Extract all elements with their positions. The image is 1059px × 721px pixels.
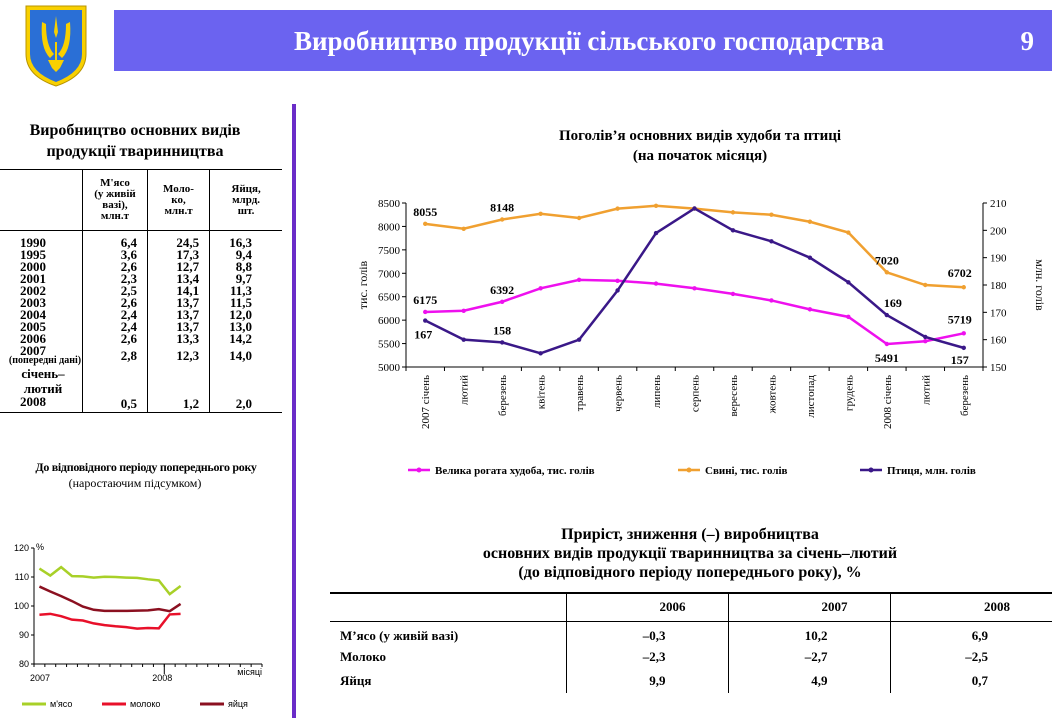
data-label: 6702 — [947, 266, 972, 281]
series-line — [425, 206, 964, 287]
y-unit-label: % — [36, 542, 45, 552]
data-point — [962, 331, 966, 335]
year-header-2006: 2006 — [566, 593, 728, 621]
growth-title-line: основних видів продукції тваринництва за січень–лютий — [482, 545, 898, 562]
data-point — [500, 340, 504, 344]
chart-title-line: (на початок місяця) — [632, 148, 768, 164]
data-label: 169 — [883, 296, 902, 311]
year-cell: 1995 — [20, 247, 46, 262]
y-tick-label-left: 6000 — [378, 315, 400, 328]
milk-cell: 17,3 — [147, 249, 209, 261]
data-label: 8148 — [490, 200, 515, 215]
value-cell: –2,5 — [890, 645, 1052, 669]
y-tick-label: 80 — [18, 659, 29, 669]
header-line: вазі), — [102, 199, 128, 211]
data-point — [654, 204, 658, 208]
empty-cell — [147, 366, 209, 396]
empty-cell — [83, 366, 148, 396]
left-table-title-line: Виробництво основних видів — [29, 122, 241, 139]
data-point — [885, 313, 889, 317]
table-row — [0, 366, 282, 396]
data-point — [808, 307, 812, 311]
data-point — [692, 286, 696, 290]
header-line: Яйця, — [231, 182, 261, 195]
meat-cell: 2,6 — [83, 297, 148, 309]
header-line: млн.т — [100, 210, 130, 222]
y-tick-label-left: 5000 — [378, 362, 400, 374]
eggs-cell: 11,3 — [210, 285, 282, 297]
meat-cell: 2,5 — [83, 285, 148, 297]
data-point — [500, 217, 504, 221]
data-point — [885, 342, 889, 346]
data-point — [846, 230, 850, 234]
data-point — [462, 227, 466, 231]
y-tick-label-left: 8000 — [378, 221, 400, 234]
milk-cell: 13,7 — [147, 321, 209, 333]
data-label: 6392 — [490, 282, 515, 297]
header-line: млрд. — [232, 193, 261, 206]
milk-cell: 13,7 — [147, 297, 209, 309]
meat-cell: 3,6 — [83, 249, 148, 261]
year-header-2007: 2007 — [728, 593, 890, 621]
eggs-cell: 13,0 — [210, 321, 282, 333]
data-point — [731, 292, 735, 296]
y-tick-label: 120 — [13, 543, 29, 553]
table-row — [330, 621, 1052, 645]
eggs-cell: 2,0 — [210, 396, 282, 413]
legend-label: м'ясо — [50, 699, 73, 709]
eggs-cell: 8,8 — [210, 261, 282, 273]
meat-header — [83, 170, 148, 231]
milk-cell: 1,2 — [147, 396, 209, 413]
eggs-cell: 9,4 — [210, 249, 282, 261]
value-cell: –2,3 — [566, 645, 728, 669]
coat-of-arms-icon — [22, 2, 90, 88]
eggs-cell: 9,7 — [210, 273, 282, 285]
data-point — [962, 346, 966, 350]
data-point — [923, 335, 927, 339]
data-point — [692, 206, 696, 210]
data-point — [923, 339, 927, 343]
eggs-cell: 12,0 — [210, 309, 282, 321]
year-cell: 1990 — [20, 235, 46, 250]
data-point — [538, 286, 542, 290]
x-tick-label: лютий — [458, 375, 471, 406]
x-tick-label: червень — [612, 375, 625, 412]
y-tick-label-right: 180 — [990, 280, 1007, 292]
legend-marker — [869, 468, 874, 473]
legend-label: Птиця, млн. голів — [887, 465, 976, 477]
data-point — [423, 310, 427, 314]
data-point — [808, 220, 812, 224]
x-tick-label: вересень — [727, 375, 740, 417]
data-point — [577, 216, 581, 220]
year-header — [0, 170, 83, 231]
y-tick-label-right: 160 — [990, 334, 1007, 347]
data-label: 158 — [493, 323, 512, 338]
x-year-label: 2008 — [152, 673, 173, 683]
data-point — [769, 298, 773, 302]
x-tick-label: жовтень — [766, 375, 779, 414]
legend-label: молоко — [130, 699, 161, 709]
legend-marker — [687, 468, 692, 473]
eggs-cell: 16,3 — [210, 231, 282, 250]
meat-cell: 2,4 — [83, 321, 148, 333]
data-label: 6175 — [413, 292, 438, 307]
year-cell: 2000 — [20, 259, 46, 274]
milk-cell: 13,3 — [147, 333, 209, 345]
value-cell: 4,9 — [728, 669, 890, 693]
data-label: 5719 — [947, 312, 972, 327]
milk-cell: 12,3 — [147, 345, 209, 366]
data-point — [577, 337, 581, 341]
series-line — [39, 614, 180, 629]
data-point — [846, 315, 850, 319]
y-axis-label-right: млн. голів — [1033, 259, 1047, 311]
x-tick-label: грудень — [843, 375, 856, 412]
series-line — [39, 567, 180, 594]
value-cell: 0,7 — [890, 669, 1052, 693]
period-label: лютий — [23, 381, 63, 396]
x-tick-label: травень — [574, 375, 587, 412]
data-label: 8055 — [413, 204, 438, 219]
x-tick-label: березень — [497, 375, 510, 416]
x-tick-label: березень — [958, 375, 971, 416]
data-point — [500, 300, 504, 304]
y-tick-label-left: 5500 — [378, 338, 400, 351]
year-cell: 2001 — [20, 271, 46, 286]
meat-cell: 2,3 — [83, 273, 148, 285]
x-tick-label: липень — [651, 375, 664, 409]
legend-label: Свині, тис. голів — [705, 465, 788, 477]
period-note-sub: (наростаючим підсумком) — [68, 476, 202, 490]
year-cell: 2005 — [20, 319, 46, 334]
data-label: 7020 — [874, 253, 899, 268]
data-point — [769, 239, 773, 243]
milk-header — [147, 170, 209, 231]
eggs-cell: 14,0 — [210, 345, 282, 366]
data-label: 167 — [414, 327, 433, 342]
growth-title-line: (до відповідного періоду попереднього року), % — [518, 564, 862, 581]
data-point — [808, 255, 812, 259]
value-cell: –2,7 — [728, 645, 890, 669]
data-point — [769, 213, 773, 217]
data-point — [654, 231, 658, 235]
y-tick-label-right: 210 — [990, 198, 1007, 210]
table-row — [330, 669, 1052, 693]
meat-cell: 2,4 — [83, 309, 148, 321]
y-tick-label-left: 7500 — [378, 244, 400, 257]
y-tick-label: 90 — [18, 630, 29, 640]
data-label: 157 — [950, 352, 969, 367]
livestock-chart-title — [350, 126, 1050, 166]
y-tick-label: 110 — [14, 572, 29, 582]
y-tick-label-right: 200 — [990, 225, 1007, 238]
year-cell: 2006 — [20, 331, 46, 346]
value-cell: 6,9 — [890, 621, 1052, 645]
page-title: Виробництво продукції сільського господарства — [293, 26, 884, 56]
row-label: Яйця — [340, 673, 372, 688]
x-tick-label: квітень — [535, 375, 548, 410]
period-note: До відповідного періоду попереднього року — [35, 460, 257, 474]
data-point — [538, 212, 542, 216]
left-table-title-line: продукції тваринництва — [46, 143, 224, 160]
label-header — [330, 593, 566, 621]
header-line: М'ясо — [100, 177, 130, 189]
table-row — [0, 396, 282, 413]
series-line — [39, 587, 180, 612]
table-row — [0, 345, 282, 366]
year-cell: 2003 — [20, 295, 46, 310]
data-point — [615, 288, 619, 292]
growth-table-title — [330, 525, 1050, 582]
legend-marker — [417, 468, 422, 473]
value-cell: 10,2 — [728, 621, 890, 645]
data-point — [423, 318, 427, 322]
meat-cell: 6,4 — [83, 231, 148, 250]
vertical-divider — [292, 104, 296, 718]
production-table — [0, 169, 282, 413]
data-point — [923, 283, 927, 287]
data-point — [846, 280, 850, 284]
milk-cell: 24,5 — [147, 231, 209, 250]
year-cell: 2004 — [20, 307, 46, 322]
milk-cell: 13,4 — [147, 273, 209, 285]
header-line: Моло- — [163, 182, 194, 195]
data-point — [615, 206, 619, 210]
y-tick-label-right: 190 — [990, 252, 1007, 265]
data-point — [731, 228, 735, 232]
header-line: ко, — [171, 193, 186, 206]
empty-cell — [210, 366, 282, 396]
table-row — [330, 645, 1052, 669]
data-point — [731, 210, 735, 214]
year-cell: 2008 — [0, 396, 83, 413]
row-label: М’ясо (у живій вазі) — [340, 628, 459, 644]
header-line: шт. — [237, 204, 255, 217]
y-tick-label-left: 8500 — [378, 198, 400, 210]
year-header-2008: 2008 — [890, 593, 1052, 621]
growth-title-line: Приріст, зниження (–) виробництва — [561, 526, 819, 543]
header-line: млн.т — [164, 204, 193, 217]
data-point — [538, 351, 542, 355]
legend-label: яйця — [228, 699, 248, 709]
period-cell — [0, 366, 83, 396]
eggs-cell: 14,2 — [210, 333, 282, 345]
x-tick-label: листопад — [804, 375, 817, 418]
value-cell: 9,9 — [566, 669, 728, 693]
left-table-title — [0, 120, 270, 162]
data-point — [654, 281, 658, 285]
header-bar — [114, 10, 1052, 71]
row-label: Молоко — [340, 649, 387, 664]
data-point — [962, 285, 966, 289]
y-tick-label-left: 6500 — [378, 291, 400, 304]
x-year-label: 2007 — [30, 673, 51, 683]
header-line: (у живій — [94, 188, 136, 200]
meat-cell: 0,5 — [83, 396, 148, 413]
data-point — [462, 337, 466, 341]
data-label: 5491 — [874, 350, 899, 365]
legend-label: Велика рогата худоба, тис. голів — [435, 465, 595, 477]
y-tick-label-right: 170 — [990, 307, 1007, 320]
x-tick-label: лютий — [920, 375, 933, 406]
growth-table — [330, 592, 1052, 693]
y-tick-label-left: 7000 — [378, 268, 400, 281]
growth-index-chart — [0, 535, 290, 721]
livestock-chart — [340, 182, 1059, 482]
data-point — [462, 309, 466, 313]
eggs-header — [210, 170, 282, 231]
data-point — [577, 278, 581, 282]
x-axis-label: місяці — [237, 667, 262, 677]
x-tick-label: 2008 січень — [881, 375, 894, 430]
data-point — [615, 279, 619, 283]
y-tick-label: 100 — [13, 601, 29, 611]
chart-title-line: Поголів’я основних видів худоби та птиці — [558, 128, 842, 144]
x-tick-label: серпень — [689, 375, 702, 413]
page-number: 9 — [1020, 26, 1034, 56]
data-point — [423, 222, 427, 226]
meat-cell: 2,6 — [83, 261, 148, 273]
preliminary-note: (попередні дані) — [8, 355, 82, 366]
meat-cell: 2,6 — [83, 333, 148, 345]
eggs-cell: 11,5 — [210, 297, 282, 309]
milk-cell: 12,7 — [147, 261, 209, 273]
milk-cell: 14,1 — [147, 285, 209, 297]
period-label: січень– — [21, 366, 65, 381]
x-tick-label: 2007 січень — [420, 375, 433, 430]
year-cell: 2002 — [20, 283, 46, 298]
milk-cell: 13,7 — [147, 309, 209, 321]
meat-cell: 2,8 — [83, 345, 148, 366]
y-tick-label-right: 150 — [990, 362, 1007, 374]
data-point — [885, 270, 889, 274]
year-value: 2007 — [20, 343, 46, 358]
y-axis-label-left: тис. голів — [356, 260, 370, 310]
year-cell — [0, 345, 83, 366]
value-cell: –0,3 — [566, 621, 728, 645]
